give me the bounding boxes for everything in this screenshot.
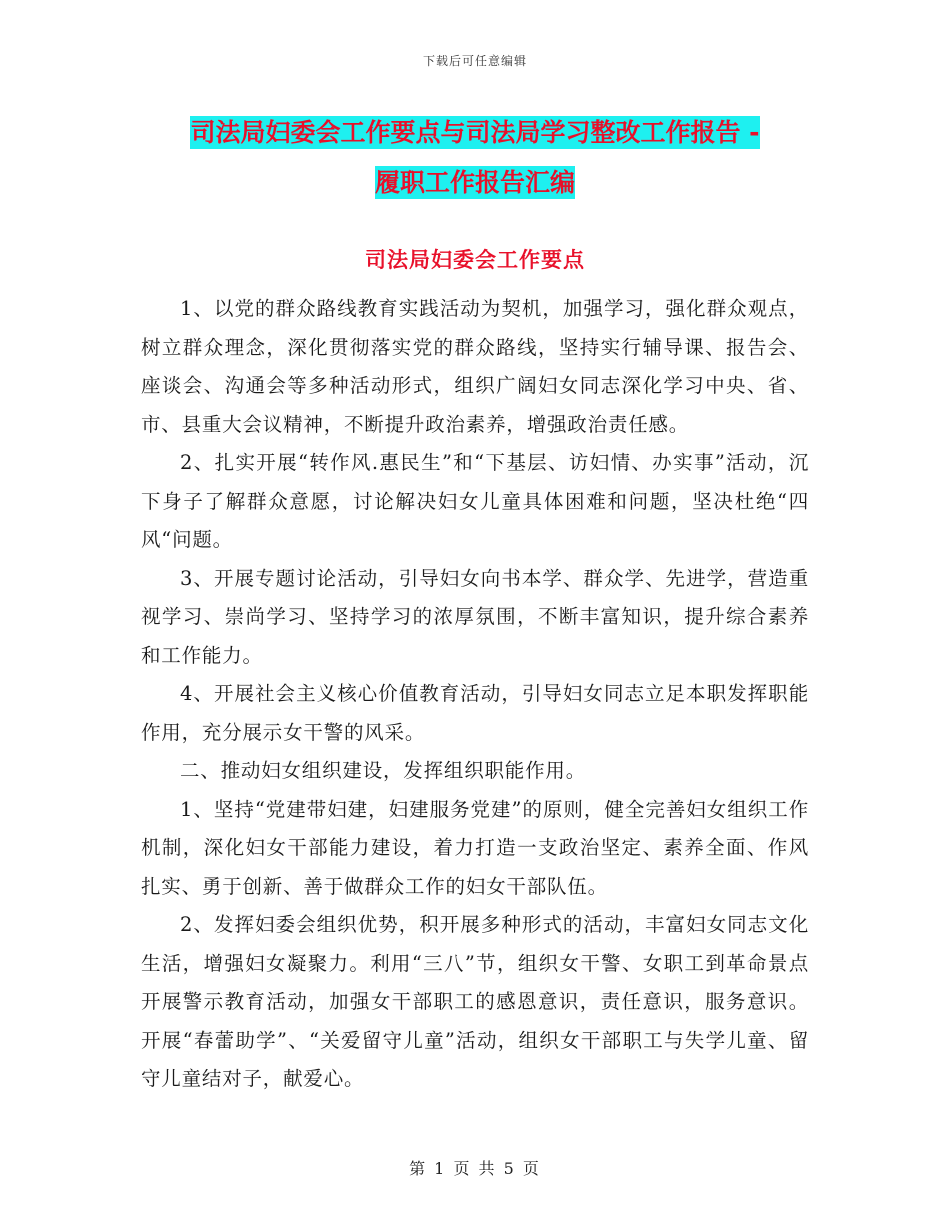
page-header: 下载后可任意编辑: [422, 54, 527, 68]
section-title: 司法局妇委会工作要点: [365, 248, 585, 272]
title-line-1-text: 司法局妇委会工作要点与司法局学习整改工作报告 -: [190, 118, 760, 147]
page-number-footer: 第 1 页 共 5 页: [409, 1159, 541, 1178]
paragraph: 2、扎实开展“转作风.惠民生”和“下基层、访妇情、办实事”活动，沉下身子了解群众意愿，讨论解决妇女儿童具体困难和问题，坚决杜绝“四风“问题。: [141, 451, 809, 551]
title-line-1: [140, 108, 810, 158]
paragraph: 3、开展专题讨论活动，引导妇女向书本学、群众学、先进学，营造重视学习、崇尚学习、坚持学习的浓厚氛围，不断丰富知识，提升综合素养和工作能力。: [141, 566, 809, 667]
paragraph: 4、开展社会主义核心价值教育活动，引导妇女同志立足本职发挥职能作用，充分展示女干警的风采。: [141, 682, 809, 744]
paragraph: 1、坚持“党建带妇建，妇建服务党建”的原则，健全完善妇女组织工作机制，深化妇女干部能力建设，着力打造一支政治坚定、素养全面、作风扎实、勇于创新、善于做群众工作的妇女干部队伍。: [141, 797, 809, 898]
document-body: [141, 290, 809, 1099]
document-title: [140, 108, 810, 208]
title-line-2: [140, 158, 810, 208]
paragraph: 1、以党的群众路线教育实践活动为契机，加强学习，强化群众观点，树立群众理念，深化贯彻落实党的群众路线，坚持实行辅导课、报告会、座谈会、沟通会等多种活动形式，组织广阔妇女同志深化学习中央、省、市、县重大会议精神，不断提升政治素养，增强政治责任感。: [141, 297, 809, 436]
paragraph: 2、发挥妇委会组织优势，积开展多种形式的活动，丰富妇女同志文化生活，增强妇女凝聚力。利用“三八”节，组织女干警、女职工到革命景点开展警示教育活动，加强女干部职工的感恩意识，责任意识，服务意识。开展“春蕾助学”、“关爱留守儿童”活动，组织女干部职工与失学儿童、留守儿童结对子，献爱心。: [141, 913, 809, 1090]
title-line-2-text: 履职工作报告汇编: [374, 168, 575, 197]
paragraph: 二、推动妇女组织建设，发挥组织职能作用。: [180, 759, 587, 782]
